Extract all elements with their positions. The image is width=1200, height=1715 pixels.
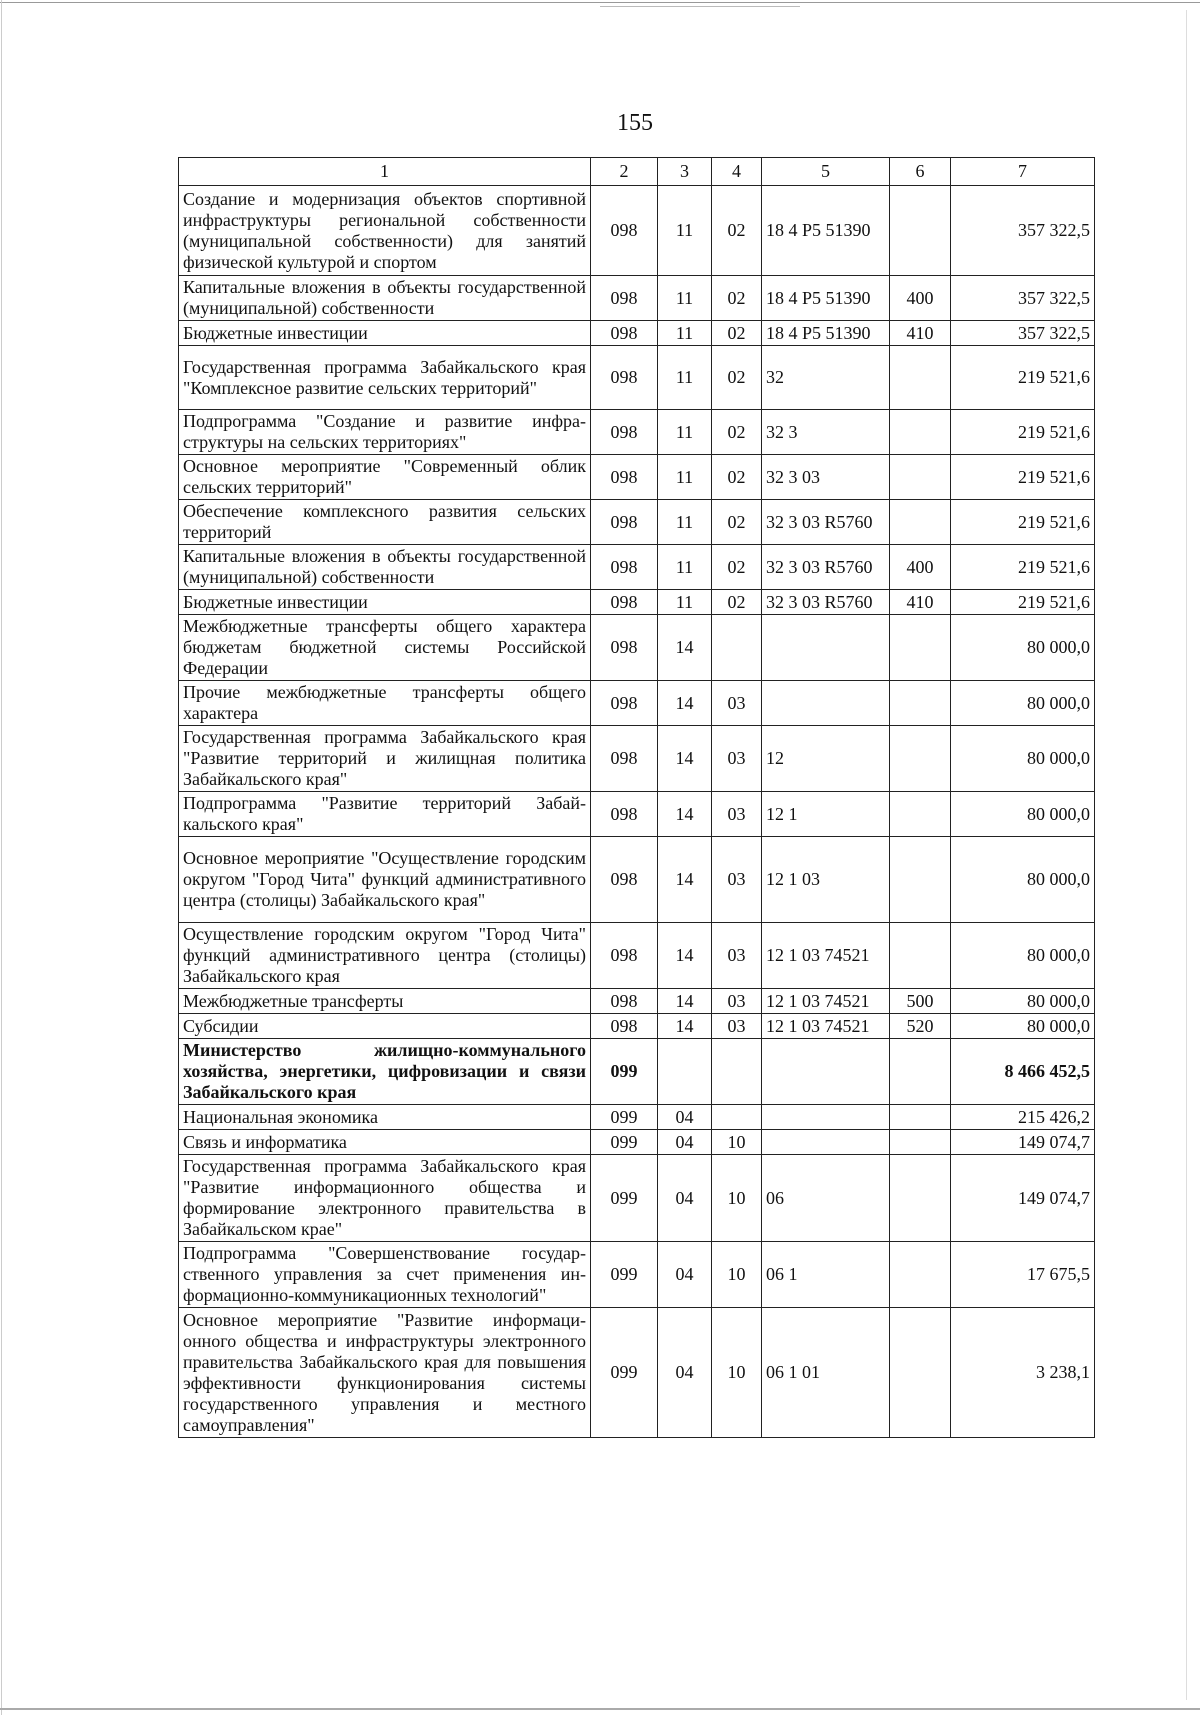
section-code: 14 [658, 726, 712, 792]
section-code: 11 [658, 410, 712, 455]
ministry-code: 098 [591, 500, 658, 545]
expense-type-code [890, 1130, 951, 1155]
column-header: 6 [890, 158, 951, 186]
section-code: 11 [658, 321, 712, 346]
ministry-code: 098 [591, 545, 658, 590]
table-row [179, 1014, 1095, 1039]
subsection-code: 02 [712, 410, 762, 455]
expense-type-code [890, 1039, 951, 1105]
target-article-code: 32 3 03 R5760 [762, 500, 890, 545]
column-header: 3 [658, 158, 712, 186]
item-name: Капитальные вложения в объекты государственной (муниципальной) собственности [179, 545, 591, 590]
subsection-code: 02 [712, 276, 762, 321]
section-code: 14 [658, 615, 712, 681]
subsection-code: 03 [712, 1014, 762, 1039]
subsection-code: 10 [712, 1130, 762, 1155]
amount: 219 521,6 [951, 410, 1095, 455]
amount: 357 322,5 [951, 276, 1095, 321]
ministry-code: 098 [591, 455, 658, 500]
column-header: 5 [762, 158, 890, 186]
ministry-code: 099 [591, 1130, 658, 1155]
ministry-code: 098 [591, 321, 658, 346]
ministry-code: 098 [591, 186, 658, 276]
subsection-code: 02 [712, 186, 762, 276]
expense-type-code: 410 [890, 321, 951, 346]
item-name: Подпрограмма "Совершенствование государственного управления за счет применения информационно-коммуникационных технологий" [179, 1242, 591, 1308]
ministry-code: 099 [591, 1039, 658, 1105]
target-article-code: 12 1 [762, 792, 890, 837]
item-name: Субсидии [179, 1014, 591, 1039]
target-article-code: 32 3 03 R5760 [762, 590, 890, 615]
subsection-code [712, 1105, 762, 1130]
subsection-code: 02 [712, 346, 762, 410]
scan-edge-mark [600, 6, 800, 7]
item-name: Осуществление городским округом "Город Чита" функций административного центра (столицы) Забайкальского края [179, 923, 591, 989]
expense-type-code: 500 [890, 989, 951, 1014]
amount: 215 426,2 [951, 1105, 1095, 1130]
subsection-code: 10 [712, 1155, 762, 1242]
subsection-code: 03 [712, 989, 762, 1014]
target-article-code: 12 1 03 74521 [762, 1014, 890, 1039]
amount: 149 074,7 [951, 1155, 1095, 1242]
item-name: Прочие межбюджетные трансферты общего характера [179, 681, 591, 726]
budget-table [178, 157, 1095, 1438]
table-row [179, 186, 1095, 276]
amount: 219 521,6 [951, 455, 1095, 500]
expense-type-code [890, 186, 951, 276]
target-article-code: 18 4 P5 51390 [762, 276, 890, 321]
amount: 357 322,5 [951, 186, 1095, 276]
subsection-code: 10 [712, 1242, 762, 1308]
target-article-code: 32 [762, 346, 890, 410]
subsection-code: 02 [712, 455, 762, 500]
column-header: 4 [712, 158, 762, 186]
section-code: 11 [658, 186, 712, 276]
expense-type-code: 400 [890, 545, 951, 590]
column-header: 1 [179, 158, 591, 186]
ministry-code: 099 [591, 1242, 658, 1308]
expense-type-code: 410 [890, 590, 951, 615]
target-article-code: 06 [762, 1155, 890, 1242]
section-code: 14 [658, 1014, 712, 1039]
ministry-code: 098 [591, 681, 658, 726]
table-row [179, 1130, 1095, 1155]
section-code: 14 [658, 681, 712, 726]
ministry-code: 098 [591, 590, 658, 615]
table-row [179, 615, 1095, 681]
target-article-code [762, 681, 890, 726]
column-number-row [179, 158, 1095, 186]
amount: 219 521,6 [951, 500, 1095, 545]
amount: 80 000,0 [951, 681, 1095, 726]
subsection-code [712, 1039, 762, 1105]
item-name: Подпрограмма "Развитие территорий Забайкальского края" [179, 792, 591, 837]
table-row [179, 726, 1095, 792]
item-name: Министерство жилищно-коммунального хозяйства, энергетики, цифровизации и связи Забайкальского края [179, 1039, 591, 1105]
subsection-code: 03 [712, 681, 762, 726]
section-code: 14 [658, 837, 712, 923]
table-row [179, 837, 1095, 923]
ministry-code: 098 [591, 726, 658, 792]
amount: 80 000,0 [951, 837, 1095, 923]
table-row [179, 455, 1095, 500]
target-article-code [762, 615, 890, 681]
ministry-code: 098 [591, 615, 658, 681]
subsection-code: 02 [712, 321, 762, 346]
amount: 219 521,6 [951, 545, 1095, 590]
item-name: Создание и модернизация объектов спортивной инфраструктуры региональной собственности (муниципальной собственности) для занятий физической культурой и спортом [179, 186, 591, 276]
amount: 219 521,6 [951, 590, 1095, 615]
table-row [179, 1308, 1095, 1438]
expense-type-code [890, 923, 951, 989]
section-code: 14 [658, 792, 712, 837]
expense-type-code: 400 [890, 276, 951, 321]
item-name: Межбюджетные трансферты общего характера бюджетам бюджетной системы Российской Федерации [179, 615, 591, 681]
section-code: 11 [658, 346, 712, 410]
ministry-code: 098 [591, 837, 658, 923]
item-name: Бюджетные инвестиции [179, 590, 591, 615]
amount: 80 000,0 [951, 989, 1095, 1014]
subsection-code: 03 [712, 792, 762, 837]
column-header: 7 [951, 158, 1095, 186]
target-article-code [762, 1130, 890, 1155]
section-code [658, 1039, 712, 1105]
table-row [179, 1105, 1095, 1130]
subsection-code [712, 615, 762, 681]
item-name: Национальная экономика [179, 1105, 591, 1130]
table-row [179, 276, 1095, 321]
page-number: 155 [617, 110, 653, 136]
subsection-code: 02 [712, 590, 762, 615]
section-code: 11 [658, 590, 712, 615]
expense-type-code [890, 837, 951, 923]
amount: 80 000,0 [951, 792, 1095, 837]
expense-type-code [890, 681, 951, 726]
section-code: 14 [658, 989, 712, 1014]
amount: 3 238,1 [951, 1308, 1095, 1438]
scan-edge-bottom [0, 1708, 1200, 1710]
expense-type-code [890, 346, 951, 410]
table-row [179, 989, 1095, 1014]
table-row [179, 792, 1095, 837]
target-article-code: 06 1 [762, 1242, 890, 1308]
expense-type-code [890, 455, 951, 500]
target-article-code [762, 1039, 890, 1105]
amount: 80 000,0 [951, 1014, 1095, 1039]
ministry-code: 098 [591, 923, 658, 989]
expense-type-code [890, 500, 951, 545]
section-code: 04 [658, 1105, 712, 1130]
expense-type-code [890, 1155, 951, 1242]
table-row [179, 545, 1095, 590]
target-article-code: 18 4 P5 51390 [762, 321, 890, 346]
expense-type-code [890, 792, 951, 837]
amount: 149 074,7 [951, 1130, 1095, 1155]
item-name: Основное мероприятие "Современный облик сельских территорий" [179, 455, 591, 500]
ministry-code: 099 [591, 1105, 658, 1130]
table-row [179, 346, 1095, 410]
ministry-code: 098 [591, 276, 658, 321]
target-article-code: 12 1 03 [762, 837, 890, 923]
item-name: Капитальные вложения в объекты государственной (муниципальной) собственности [179, 276, 591, 321]
subsection-code: 03 [712, 923, 762, 989]
item-name: Обеспечение комплексного развития сельских территорий [179, 500, 591, 545]
target-article-code: 12 1 03 74521 [762, 923, 890, 989]
amount: 17 675,5 [951, 1242, 1095, 1308]
ministry-code: 099 [591, 1155, 658, 1242]
amount: 80 000,0 [951, 726, 1095, 792]
table-row [179, 681, 1095, 726]
expense-type-code [890, 615, 951, 681]
ministry-code: 098 [591, 1014, 658, 1039]
table-row [179, 923, 1095, 989]
ministry-code: 098 [591, 410, 658, 455]
table-row [179, 1039, 1095, 1105]
target-article-code: 32 3 [762, 410, 890, 455]
target-article-code: 32 3 03 R5760 [762, 545, 890, 590]
subsection-code: 03 [712, 837, 762, 923]
amount: 8 466 452,5 [951, 1039, 1095, 1105]
subsection-code: 03 [712, 726, 762, 792]
item-name: Основное мероприятие "Осуществление городским округом "Город Чита" функций административного центра (столицы) Забайкальского края" [179, 837, 591, 923]
expense-type-code [890, 1105, 951, 1130]
table-row [179, 1155, 1095, 1242]
item-name: Подпрограмма "Создание и развитие инфраструктуры на сельских территориях" [179, 410, 591, 455]
item-name: Государственная программа Забайкальского края "Комплексное развитие сельских территорий" [179, 346, 591, 410]
item-name: Бюджетные инвестиции [179, 321, 591, 346]
scan-edge-right [1186, 10, 1187, 1700]
section-code: 04 [658, 1242, 712, 1308]
ministry-code: 098 [591, 989, 658, 1014]
ministry-code: 098 [591, 792, 658, 837]
section-code: 14 [658, 923, 712, 989]
table-row [179, 1242, 1095, 1308]
budget-rows [179, 186, 1095, 1438]
table-row [179, 321, 1095, 346]
amount: 80 000,0 [951, 923, 1095, 989]
ministry-code: 098 [591, 346, 658, 410]
expense-type-code [890, 1308, 951, 1438]
section-code: 04 [658, 1130, 712, 1155]
item-name: Межбюджетные трансферты [179, 989, 591, 1014]
amount: 219 521,6 [951, 346, 1095, 410]
section-code: 11 [658, 455, 712, 500]
item-name: Государственная программа Забайкальского края "Развитие территорий и жилищная политика Забайкальского края" [179, 726, 591, 792]
subsection-code: 10 [712, 1308, 762, 1438]
scan-edge-top [0, 2, 1200, 3]
table-row [179, 500, 1095, 545]
column-header: 2 [591, 158, 658, 186]
subsection-code: 02 [712, 500, 762, 545]
table-row [179, 410, 1095, 455]
expense-type-code [890, 726, 951, 792]
item-name: Основное мероприятие "Развитие информационного общества и инфраструктуры электронного правительства Забайкальского края для повышения эффективности функционирования системы государственного управления и местного самоуправления" [179, 1308, 591, 1438]
target-article-code: 12 [762, 726, 890, 792]
target-article-code: 06 1 01 [762, 1308, 890, 1438]
section-code: 11 [658, 276, 712, 321]
ministry-code: 099 [591, 1308, 658, 1438]
item-name: Государственная программа Забайкальского края "Развитие информационного общества и формирование электронного правительства в Забайкальском крае" [179, 1155, 591, 1242]
amount: 80 000,0 [951, 615, 1095, 681]
scan-edge-left [1, 0, 2, 1715]
section-code: 04 [658, 1155, 712, 1242]
target-article-code: 12 1 03 74521 [762, 989, 890, 1014]
expense-type-code [890, 1242, 951, 1308]
subsection-code: 02 [712, 545, 762, 590]
target-article-code [762, 1105, 890, 1130]
section-code: 11 [658, 545, 712, 590]
target-article-code: 32 3 03 [762, 455, 890, 500]
section-code: 04 [658, 1308, 712, 1438]
amount: 357 322,5 [951, 321, 1095, 346]
item-name: Связь и информатика [179, 1130, 591, 1155]
expense-type-code [890, 410, 951, 455]
expense-type-code: 520 [890, 1014, 951, 1039]
section-code: 11 [658, 500, 712, 545]
target-article-code: 18 4 P5 51390 [762, 186, 890, 276]
table-row [179, 590, 1095, 615]
